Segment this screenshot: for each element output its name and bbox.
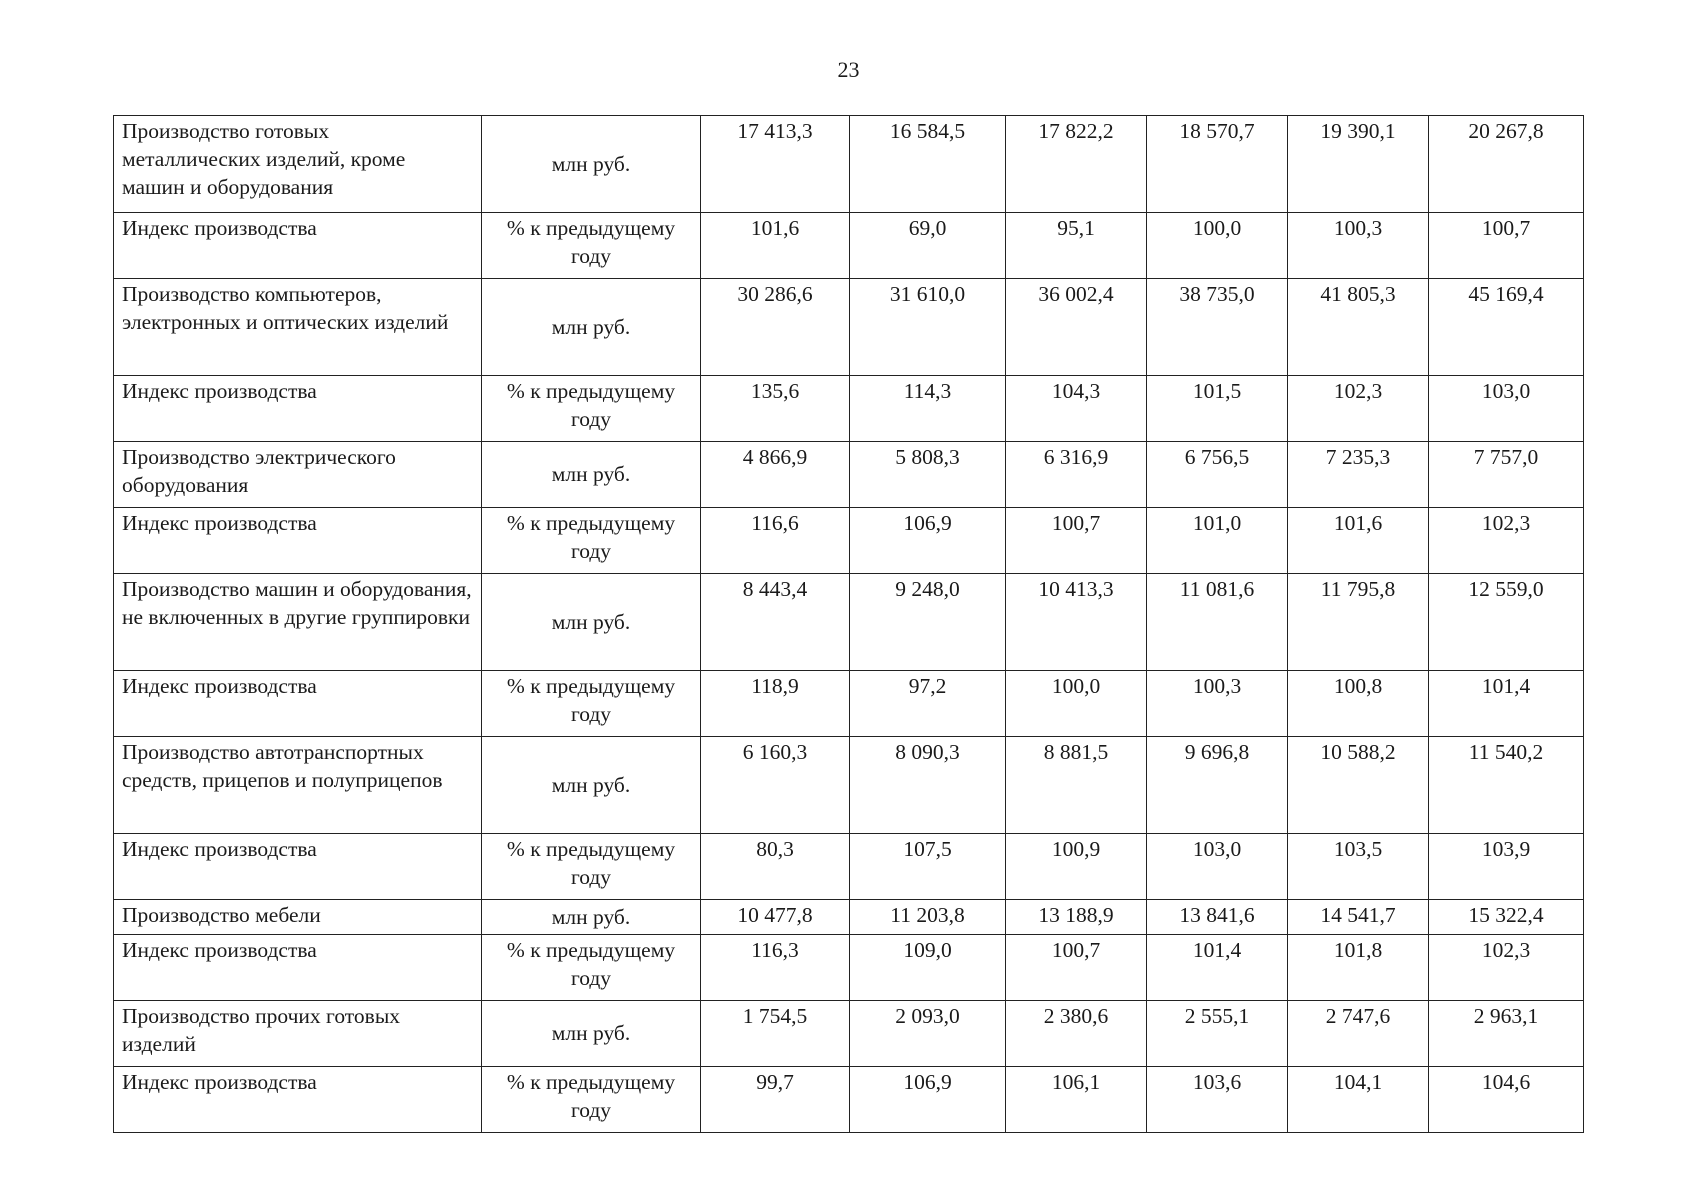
value-cell: 102,3 xyxy=(1429,935,1584,1001)
unit-cell: млн руб. xyxy=(482,1001,701,1067)
value-cell: 2 963,1 xyxy=(1429,1001,1584,1067)
row-label: Производство электрического оборудования xyxy=(114,442,482,508)
value-cell: 100,7 xyxy=(1006,935,1147,1001)
value-cell: 10 588,2 xyxy=(1288,737,1429,834)
value-cell: 118,9 xyxy=(701,671,850,737)
value-cell: 11 081,6 xyxy=(1147,574,1288,671)
value-cell: 101,6 xyxy=(701,213,850,279)
value-cell: 10 413,3 xyxy=(1006,574,1147,671)
value-cell: 103,5 xyxy=(1288,834,1429,900)
value-cell: 100,3 xyxy=(1288,213,1429,279)
value-cell: 102,3 xyxy=(1429,508,1584,574)
value-cell: 41 805,3 xyxy=(1288,279,1429,376)
value-cell: 18 570,7 xyxy=(1147,116,1288,213)
value-cell: 1 754,5 xyxy=(701,1001,850,1067)
value-cell: 15 322,4 xyxy=(1429,900,1584,935)
value-cell: 12 559,0 xyxy=(1429,574,1584,671)
value-cell: 104,1 xyxy=(1288,1067,1429,1133)
value-cell: 102,3 xyxy=(1288,376,1429,442)
value-cell: 10 477,8 xyxy=(701,900,850,935)
value-cell: 13 841,6 xyxy=(1147,900,1288,935)
value-cell: 101,0 xyxy=(1147,508,1288,574)
value-cell: 2 747,6 xyxy=(1288,1001,1429,1067)
value-cell: 106,1 xyxy=(1006,1067,1147,1133)
unit-cell: млн руб. xyxy=(482,442,701,508)
value-cell: 103,9 xyxy=(1429,834,1584,900)
value-cell: 101,4 xyxy=(1147,935,1288,1001)
value-cell: 16 584,5 xyxy=(850,116,1006,213)
value-cell: 104,6 xyxy=(1429,1067,1584,1133)
value-cell: 5 808,3 xyxy=(850,442,1006,508)
row-label: Индекс производства xyxy=(114,508,482,574)
row-label: Индекс производства xyxy=(114,376,482,442)
unit-cell: % к предыдущему году xyxy=(482,834,701,900)
table-row xyxy=(114,1067,1584,1133)
value-cell: 107,5 xyxy=(850,834,1006,900)
row-label: Производство машин и оборудования, не включенных в другие группировки xyxy=(114,574,482,671)
value-cell: 101,4 xyxy=(1429,671,1584,737)
value-cell: 8 443,4 xyxy=(701,574,850,671)
value-cell: 100,3 xyxy=(1147,671,1288,737)
value-cell: 116,3 xyxy=(701,935,850,1001)
unit-cell: % к предыдущему году xyxy=(482,1067,701,1133)
value-cell: 17 413,3 xyxy=(701,116,850,213)
value-cell: 31 610,0 xyxy=(850,279,1006,376)
row-label: Индекс производства xyxy=(114,1067,482,1133)
table-row xyxy=(114,1001,1584,1067)
table-row xyxy=(114,935,1584,1001)
value-cell: 114,3 xyxy=(850,376,1006,442)
value-cell: 6 316,9 xyxy=(1006,442,1147,508)
unit-cell: млн руб. xyxy=(482,900,701,935)
value-cell: 11 795,8 xyxy=(1288,574,1429,671)
value-cell: 4 866,9 xyxy=(701,442,850,508)
row-label: Производство мебели xyxy=(114,900,482,935)
unit-cell: млн руб. xyxy=(482,116,701,213)
value-cell: 11 540,2 xyxy=(1429,737,1584,834)
value-cell: 116,6 xyxy=(701,508,850,574)
value-cell: 45 169,4 xyxy=(1429,279,1584,376)
row-label: Производство автотранспортных средств, прицепов и полуприцепов xyxy=(114,737,482,834)
table-row xyxy=(114,213,1584,279)
row-label: Индекс производства xyxy=(114,935,482,1001)
value-cell: 95,1 xyxy=(1006,213,1147,279)
value-cell: 101,8 xyxy=(1288,935,1429,1001)
row-label: Индекс производства xyxy=(114,834,482,900)
table-row xyxy=(114,442,1584,508)
value-cell: 6 756,5 xyxy=(1147,442,1288,508)
value-cell: 9 248,0 xyxy=(850,574,1006,671)
row-label: Производство компьютеров, электронных и оптических изделий xyxy=(114,279,482,376)
table-row xyxy=(114,737,1584,834)
value-cell: 109,0 xyxy=(850,935,1006,1001)
value-cell: 103,6 xyxy=(1147,1067,1288,1133)
value-cell: 101,5 xyxy=(1147,376,1288,442)
value-cell: 7 757,0 xyxy=(1429,442,1584,508)
value-cell: 106,9 xyxy=(850,508,1006,574)
value-cell: 13 188,9 xyxy=(1006,900,1147,935)
value-cell: 30 286,6 xyxy=(701,279,850,376)
unit-cell: % к предыдущему году xyxy=(482,376,701,442)
row-label: Производство прочих готовых изделий xyxy=(114,1001,482,1067)
table-row xyxy=(114,279,1584,376)
table-row xyxy=(114,508,1584,574)
value-cell: 104,3 xyxy=(1006,376,1147,442)
value-cell: 9 696,8 xyxy=(1147,737,1288,834)
table-row xyxy=(114,671,1584,737)
unit-cell: млн руб. xyxy=(482,737,701,834)
value-cell: 80,3 xyxy=(701,834,850,900)
value-cell: 2 555,1 xyxy=(1147,1001,1288,1067)
value-cell: 11 203,8 xyxy=(850,900,1006,935)
value-cell: 20 267,8 xyxy=(1429,116,1584,213)
unit-cell: млн руб. xyxy=(482,279,701,376)
value-cell: 69,0 xyxy=(850,213,1006,279)
unit-cell: % к предыдущему году xyxy=(482,935,701,1001)
value-cell: 100,9 xyxy=(1006,834,1147,900)
value-cell: 103,0 xyxy=(1147,834,1288,900)
table-row xyxy=(114,376,1584,442)
table-row xyxy=(114,116,1584,213)
value-cell: 101,6 xyxy=(1288,508,1429,574)
value-cell: 14 541,7 xyxy=(1288,900,1429,935)
row-label: Индекс производства xyxy=(114,213,482,279)
value-cell: 8 090,3 xyxy=(850,737,1006,834)
value-cell: 6 160,3 xyxy=(701,737,850,834)
value-cell: 100,7 xyxy=(1429,213,1584,279)
value-cell: 100,8 xyxy=(1288,671,1429,737)
table-row xyxy=(114,900,1584,935)
table-row xyxy=(114,574,1584,671)
value-cell: 19 390,1 xyxy=(1288,116,1429,213)
value-cell: 38 735,0 xyxy=(1147,279,1288,376)
table-row xyxy=(114,834,1584,900)
value-cell: 2 380,6 xyxy=(1006,1001,1147,1067)
data-table xyxy=(113,115,1584,1133)
unit-cell: % к предыдущему году xyxy=(482,213,701,279)
row-label: Производство готовых металлических изделий, кроме машин и оборудования xyxy=(114,116,482,213)
value-cell: 100,0 xyxy=(1147,213,1288,279)
value-cell: 36 002,4 xyxy=(1006,279,1147,376)
value-cell: 103,0 xyxy=(1429,376,1584,442)
value-cell: 135,6 xyxy=(701,376,850,442)
unit-cell: % к предыдущему году xyxy=(482,671,701,737)
value-cell: 97,2 xyxy=(850,671,1006,737)
row-label: Индекс производства xyxy=(114,671,482,737)
value-cell: 2 093,0 xyxy=(850,1001,1006,1067)
page-number: 23 xyxy=(837,57,860,82)
value-cell: 100,7 xyxy=(1006,508,1147,574)
value-cell: 100,0 xyxy=(1006,671,1147,737)
unit-cell: млн руб. xyxy=(482,574,701,671)
value-cell: 7 235,3 xyxy=(1288,442,1429,508)
unit-cell: % к предыдущему году xyxy=(482,508,701,574)
value-cell: 17 822,2 xyxy=(1006,116,1147,213)
value-cell: 8 881,5 xyxy=(1006,737,1147,834)
value-cell: 106,9 xyxy=(850,1067,1006,1133)
value-cell: 99,7 xyxy=(701,1067,850,1133)
